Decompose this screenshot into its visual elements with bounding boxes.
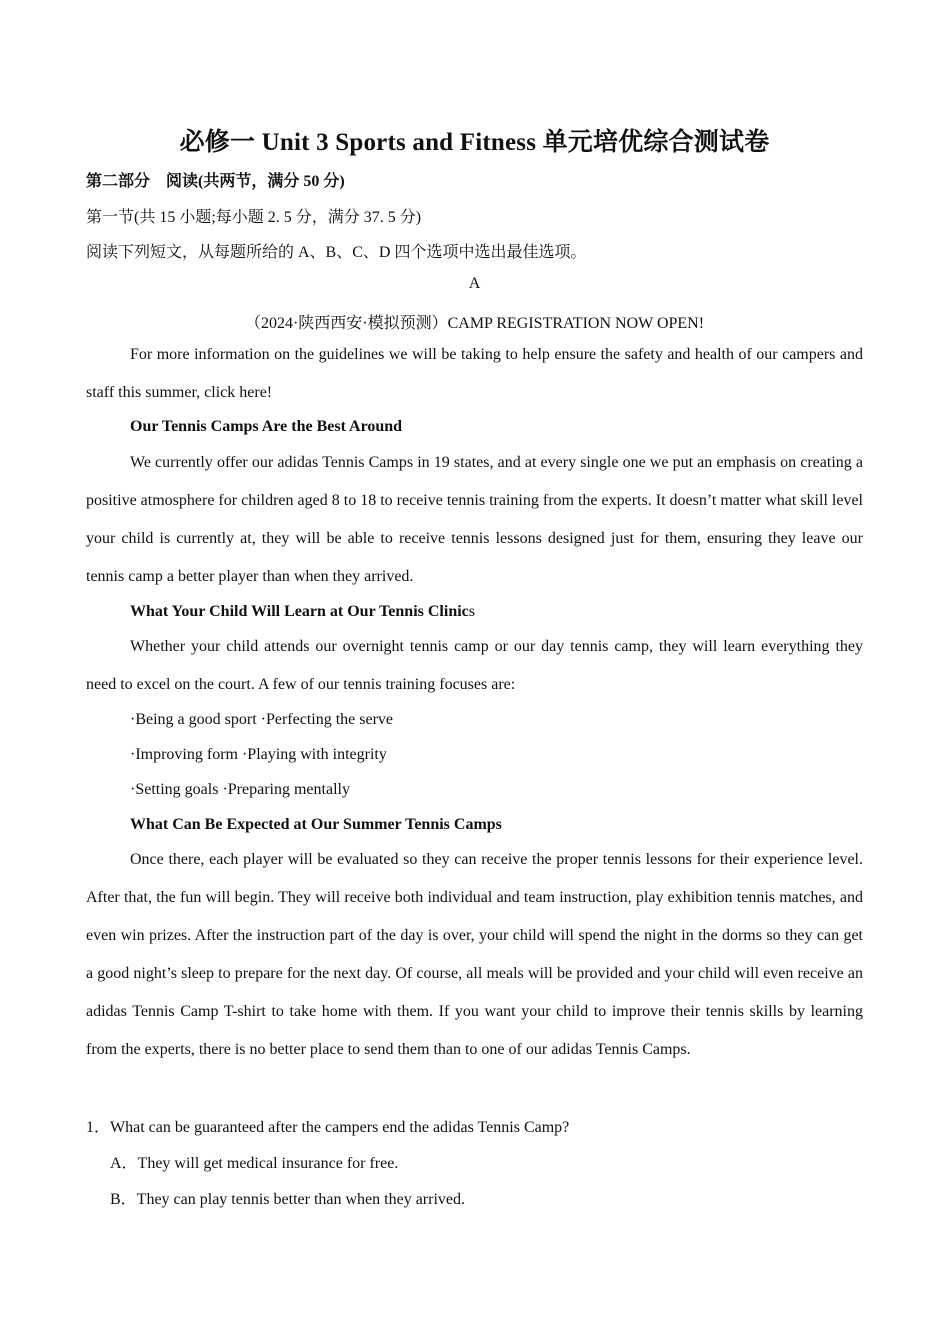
passage-letter: A <box>468 275 481 292</box>
list-item: ·Being a good sport ·Perfecting the serve <box>130 711 394 728</box>
section-heading <box>130 603 475 621</box>
paragraph-intro: For more information on the guidelines we will be taking to help ensure the safety and health of our campers and staff this summer, click here! <box>86 346 863 401</box>
paragraph-expectations: Once there, each player will be evaluated so they can receive the proper tennis lessons for their experience level. After that, the fun will begin. They will receive both individual and team instruction, play exhibition tennis matches, and even win prizes. After the instruction part of the day is over, your child will spend the night in the dorms so they can get a good night’s sleep to prepare for the next day. Of course, all meals will be provided and your child will even receive an adidas Tennis Camp T-shirt to take home with them. If you want your child to improve their tennis skills by learning from the experts, there is no better place to send them than to one of our adidas Tennis Camps. <box>86 851 863 1058</box>
section-heading: What Can Be Expected at Our Summer Tennis Camps <box>130 816 502 833</box>
passage-title: （2024·陕西西安·模拟预测）CAMP REGISTRATION NOW OPEN! <box>244 315 705 332</box>
list-item: ·Improving form ·Playing with integrity <box>130 746 387 763</box>
section-note: 第一节(共 15 小题;每小题 2. 5 分，满分 37. 5 分) <box>86 209 422 226</box>
section-heading: Our Tennis Camps Are the Best Around <box>130 418 403 435</box>
part-heading: 第二部分 阅读(共两节，满分 50 分) <box>86 173 345 190</box>
answer-option: A．They will get medical insurance for free. <box>110 1155 399 1172</box>
question-stem: 1．What can be guaranteed after the campers end the adidas Tennis Camp? <box>86 1119 570 1136</box>
answer-option: B．They can play tennis better than when they arrived. <box>110 1191 465 1208</box>
list-item: ·Setting goals ·Preparing mentally <box>130 781 350 798</box>
page-title: 必修一 Unit 3 Sports and Fitness 单元培优综合测试卷 <box>179 129 770 156</box>
heading-tail: s <box>468 603 475 620</box>
heading-bold-part: What Your Child Will Learn at Our Tennis Clinic <box>130 603 469 620</box>
paragraph-learning: Whether your child attends our overnight tennis camp or our day tennis camp, they will learn everything they need to excel on the court. A few of our tennis training focuses are: <box>86 638 863 693</box>
instruction: 阅读下列短文，从每题所给的 A、B、C、D 四个选项中选出最佳选项。 <box>86 244 587 261</box>
paragraph-tennis-camps: We currently offer our adidas Tennis Camps in 19 states, and at every single one we put an emphasis on creating a positive atmosphere for children aged 8 to 18 to receive tennis training from the experts. It doesn’t matter what skill level your child is currently at, they will be able to receive tennis lessons designed just for them, ensuring they leave our tennis camp a better player than when they arrived. <box>86 454 863 585</box>
